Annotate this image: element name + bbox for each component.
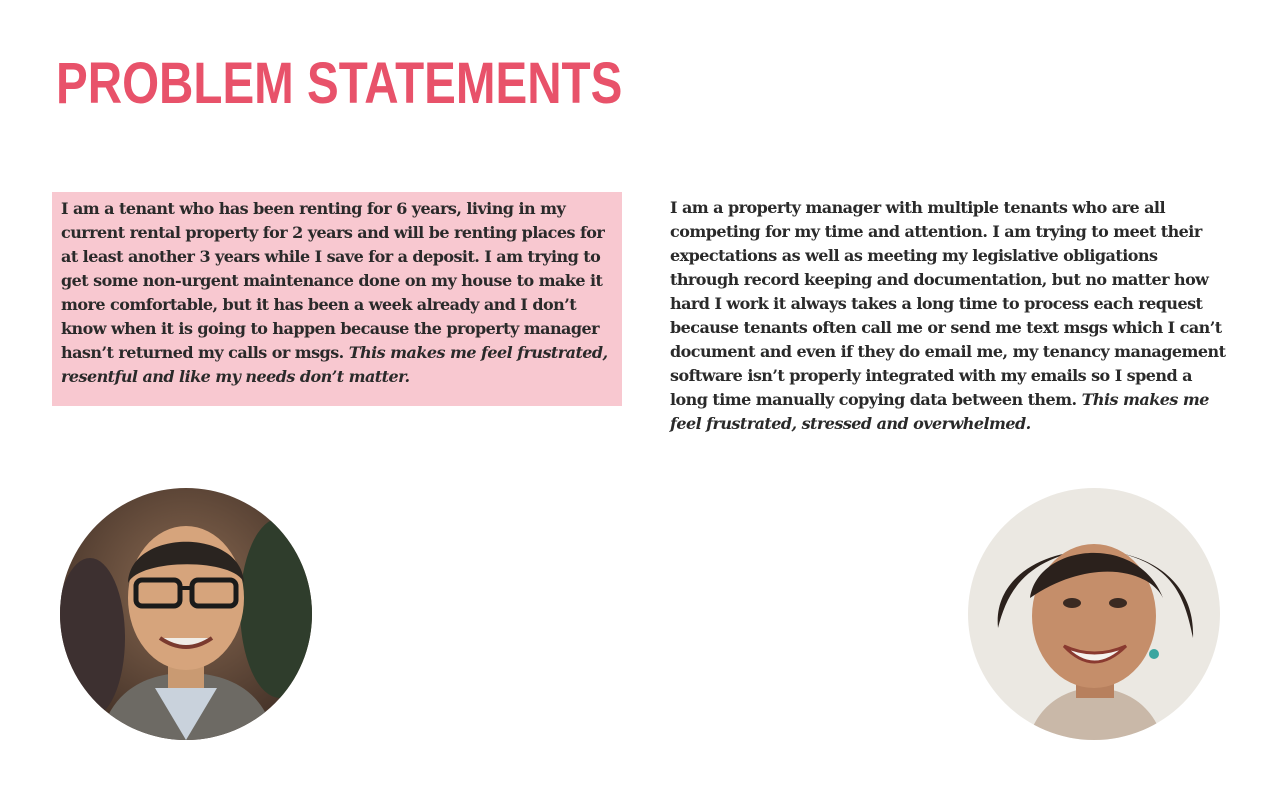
manager-portrait-photo — [968, 488, 1220, 740]
page-title: PROBLEM STATEMENTS — [56, 51, 623, 116]
manager-problem-statement — [670, 196, 1226, 436]
tenant-statement-feeling: This makes me feel frustrated, resentful and like my needs don’t matter. — [61, 343, 608, 386]
manager-statement-feeling: This makes me feel frustrated, stressed and overwhelmed. — [670, 390, 1209, 433]
tenant-problem-statement — [52, 192, 622, 406]
tenant-statement-text: I am a tenant who has been renting for 6 years, living in my current rental property for 2 years and will be renting places for at least another 3 years while I save for a deposit. I am trying to get some non-urgent maintenance done on my house to make it more comfortable, but it has been a week already and I don’t know when it is going to happen because the property manager hasn’t returned my calls or msgs. — [61, 199, 605, 362]
tenant-portrait-photo — [60, 488, 312, 740]
manager-statement-text: I am a property manager with multiple tenants who are all competing for my time and attention. I am trying to meet their expectations as well as meeting my legislative obligations through record keeping and documentation, but no matter how hard I work it always takes a long time to process each request because tenants often call me or send me text msgs which I can’t document and even if they do email me, my tenancy management software isn’t properly integrated with my emails so I spend a long time manually copying data between them. — [670, 198, 1226, 409]
